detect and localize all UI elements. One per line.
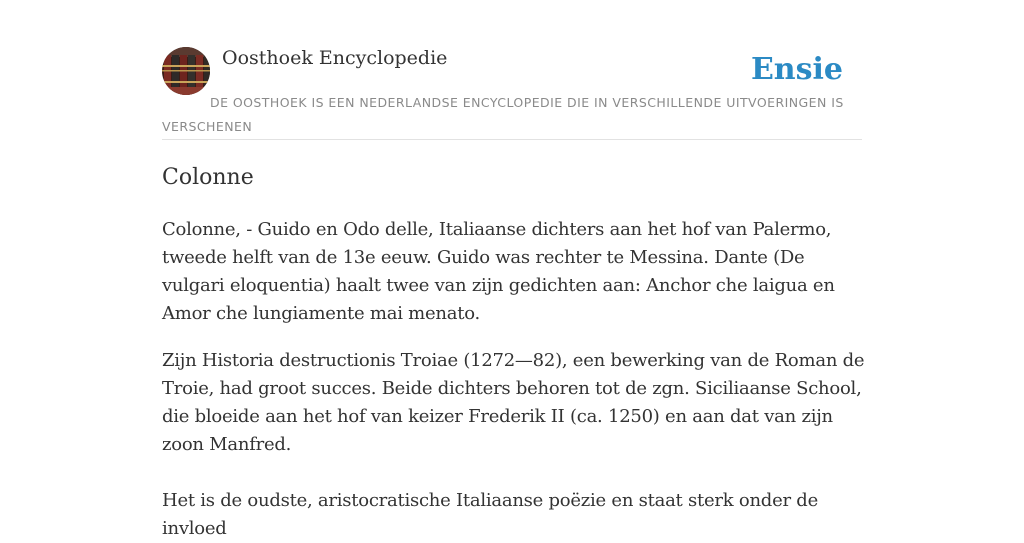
brand-logo[interactable]: Ensie bbox=[750, 52, 843, 87]
article-title: Colonne bbox=[162, 165, 254, 190]
site-tagline: DE OOSTHOEK IS EEN NEDERLANDSE ENCYCLOPEDIE DIE IN VERSCHILLENDE UITVOERINGEN IS VERSCHENEN bbox=[162, 95, 844, 134]
article-paragraph: Het is de oudste, aristocratische Italiaanse poëzie en staat sterk onder de invloed bbox=[162, 490, 818, 539]
article-paragraph: Colonne, - Guido en Odo delle, Italiaanse dichters aan het hof van Palermo, tweede helft van de 13e eeuw. Guido was rechter te Messina. Dante (De vulgari eloquentia) haalt twee van zijn gedichten aan: Anchor che laigua en Amor che lungiamente mai menato. bbox=[162, 219, 835, 324]
encyclopedia-books-icon[interactable] bbox=[162, 47, 210, 95]
article-paragraph: Zijn Historia destructionis Troiae (1272—82), een bewerking van de Roman de Troie, had groot succes. Beide dichters behoren tot de zgn. Siciliaanse School, die bloeide aan het hof van keizer Frederik II (ca. 1250) en aan dat van zijn zoon Manfred. bbox=[162, 350, 865, 455]
site-name[interactable]: Oosthoek Encyclopedie bbox=[222, 47, 448, 69]
site-header bbox=[162, 46, 862, 140]
books-graphic bbox=[162, 47, 210, 95]
